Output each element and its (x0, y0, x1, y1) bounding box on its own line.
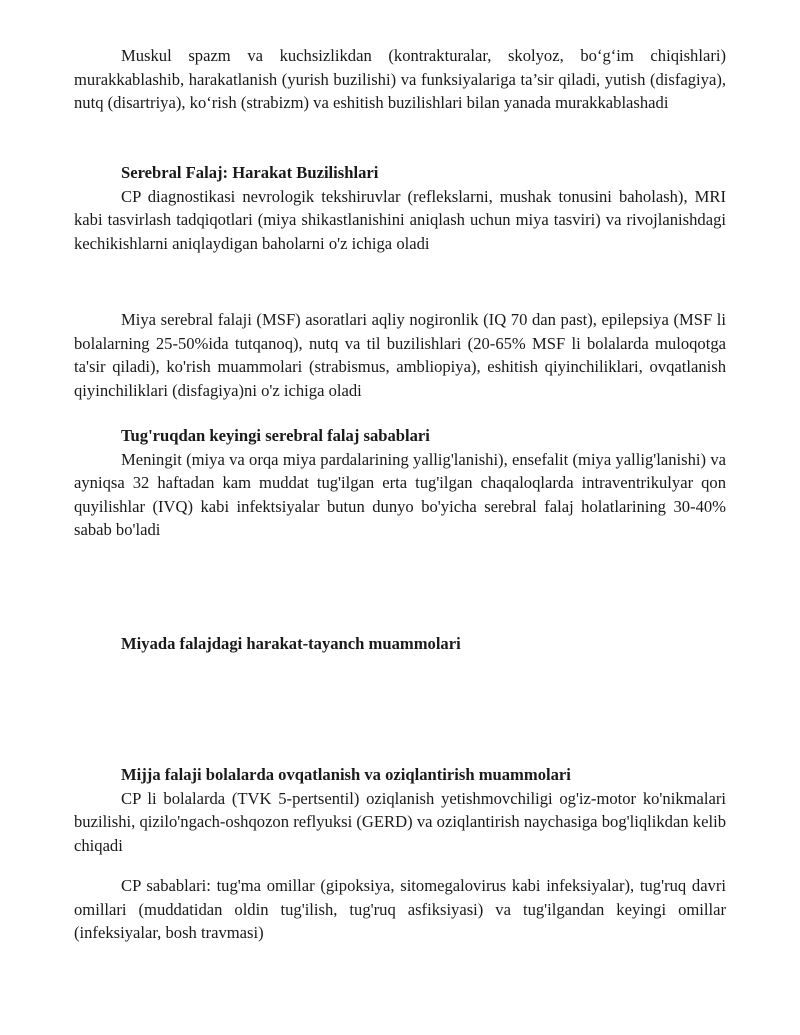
paragraph-text: CP li bolalarda (TVK 5-pertsentil) oziqlanish yetishmovchiligi og'iz-motor ko'nikmalari buzilishi, qizilo'ngach-oshqozon reflyuksi (GERD) va oziqlantirish naychasiga bog'liqlikdan kelib chiqadi (74, 788, 726, 855)
paragraph-cp-causes (74, 874, 726, 945)
section-heading: Serebral Falaj: Harakat Buzilishlari (121, 163, 379, 182)
section-musculoskeletal (74, 632, 726, 656)
paragraph-text: CP sabablari: tug'ma omillar (gipoksiya, sitomegalovirus kabi infeksiyalar), tug'ruq davri omillari (muddatidan oldin tug'ilish, tug'ruq asfiksiyasi) va tug'ilgandan keyingi omillar (infeksiyalar, bosh travmasi) (74, 876, 726, 943)
paragraph-complications (74, 308, 726, 402)
paragraph-text: Meningit (miya va orqa miya pardalarining yallig'lanishi), ensefalit (miya yallig'lanishi) va ayniqsa 32 haftadan kam muddat tug'ilgan erta tug'ilgan chaqaloqlarda intraventrikulyar qon quyilishlar (IVQ) kabi infektsiyalar butun dunyo bo'yicha serebral falaj holatlarining 30-40% sabab bo'ladi (74, 449, 726, 540)
section-heading: Mijja falaji bolalarda ovqatlanish va oziqlantirish muammolari (121, 765, 571, 784)
paragraph-text: Miya serebral falaji (MSF) asoratlari aqliy nogironlik (IQ 70 dan past), epilepsiya (MSF li bolalarning 25-50%ida tutqanoq), nutq va til buzilishlari (20-65% MSF li bolalarda muloqotga ta'sir qiladi), ko'rish muammolari (strabismus, ambliopiya), eshitish qiyinchiliklari, ovqatlanish qiyinchiliklari (disfagiya)ni o'z ichiga oladi (74, 310, 726, 400)
section-heading: Miyada falajdagi harakat-tayanch muammolari (121, 634, 461, 653)
paragraph-muscle-spasm (74, 44, 726, 115)
section-postnatal-causes (74, 424, 726, 542)
paragraph-text: Muskul spazm va kuchsizlikdan (kontrakturalar, skolyoz, bo‘g‘im chiqishlari) murakkablashib, harakatlanish (yurish buzilishi) va funksiyalariga ta’sir qiladi, yutish (disfagiya), nutq (disartriya), ko‘rish (strabizm) va eshitish buzilishlari bilan yanada murakkablashadi (74, 46, 726, 113)
section-movement-disorders (74, 161, 726, 255)
section-heading: Tug'ruqdan keyingi serebral falaj sabablari (121, 426, 430, 445)
section-feeding-problems (74, 763, 726, 857)
paragraph-text: CP diagnostikasi nevrologik tekshiruvlar (reflekslarni, mushak tonusini baholash), MRI kabi tasvirlash tadqiqotlari (miya shikastlanishini aniqlash uchun miya tasviri) va rivojlanishdagi kechikishlarni aniqlaydigan baholarni o'z ichiga oladi (74, 186, 726, 253)
